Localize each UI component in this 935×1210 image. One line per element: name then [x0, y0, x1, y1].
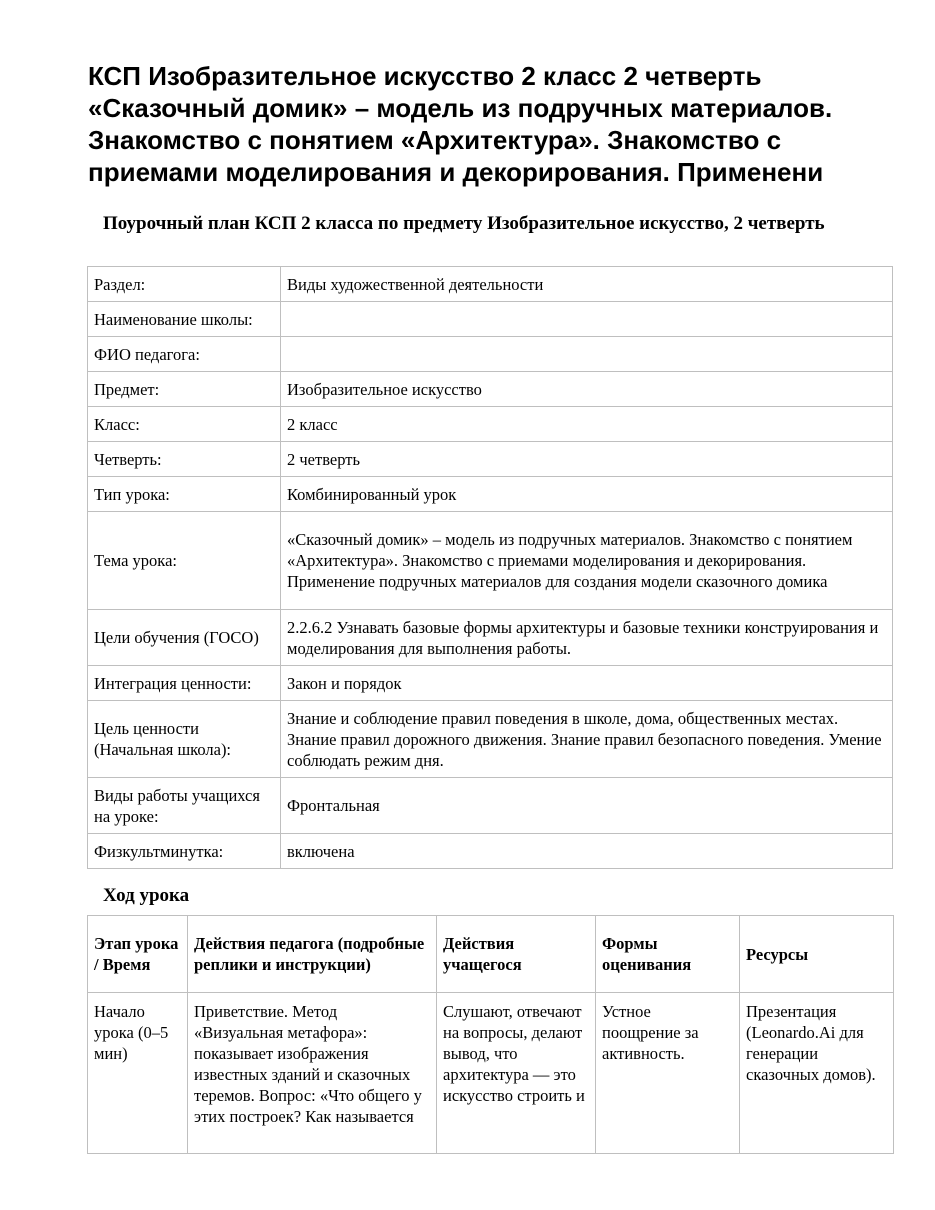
- row-label: Раздел:: [88, 267, 281, 302]
- assessment-cell: [596, 993, 740, 1154]
- row-value: Знание и соблюдение правил поведения в школе, дома, общественных местах. Знание правил дорожного движения. Знание правил безопасного поведения. Умение соблюдать режим дня.: [281, 701, 893, 778]
- row-label: Тема урока:: [88, 512, 281, 610]
- row-label: Предмет:: [88, 372, 281, 407]
- column-header-resources: Ресурсы: [740, 916, 894, 993]
- table-row: [88, 302, 893, 337]
- row-label: Четверть:: [88, 442, 281, 477]
- resources-text: Презентация (Leonardo.Ai для генерации сказочных домов).: [746, 1002, 876, 1084]
- table-row: [88, 512, 893, 610]
- table-row: [88, 372, 893, 407]
- table-row: [88, 610, 893, 666]
- column-header-stage: Этап урока / Время: [88, 916, 188, 993]
- column-header-assessment: Формы оценивания: [596, 916, 740, 993]
- row-value: 2 класс: [281, 407, 893, 442]
- teacher-actions-cell: [188, 993, 437, 1154]
- row-value: 2.2.6.2 Узнавать базовые формы архитектуры и базовые техники конструирования и моделирования для выполнения работы.: [281, 610, 893, 666]
- row-label: Цель ценности (Начальная школа):: [88, 701, 281, 778]
- row-label: Цели обучения (ГОСО): [88, 610, 281, 666]
- table-row: [88, 442, 893, 477]
- row-value: Фронтальная: [281, 778, 893, 834]
- resources-cell: [740, 993, 894, 1154]
- row-value: Закон и порядок: [281, 666, 893, 701]
- table-row: [88, 267, 893, 302]
- teacher-actions-text: Приветствие. Метод «Визуальная метафора»: показывает изображения известных зданий и сказочных теремов. Вопрос: «Что общего у этих построек? Как называется: [194, 1002, 422, 1126]
- row-label: Интеграция ценности:: [88, 666, 281, 701]
- row-label: ФИО педагога:: [88, 337, 281, 372]
- row-label: Класс:: [88, 407, 281, 442]
- student-actions-cell: [437, 993, 596, 1154]
- row-value: Изобразительное искусство: [281, 372, 893, 407]
- table-row: [88, 477, 893, 512]
- table-row: [88, 407, 893, 442]
- table-row: [88, 778, 893, 834]
- table-row: [88, 337, 893, 372]
- row-label: Наименование школы:: [88, 302, 281, 337]
- table-header-row: [88, 916, 894, 993]
- stage-cell: [88, 993, 188, 1154]
- row-value: «Сказочный домик» – модель из подручных материалов. Знакомство с понятием «Архитектура». Знакомство с приемами моделирования и декорирования. Применение подручных материалов для создания модели сказочного домика: [281, 512, 893, 610]
- table-row: [88, 701, 893, 778]
- lesson-info-table: [87, 266, 893, 869]
- row-label: Физкультминутка:: [88, 834, 281, 869]
- stage-text: Начало урока (0–5 мин): [94, 1002, 169, 1063]
- column-header-teacher-actions: Действия педагога (подробные реплики и инструкции): [188, 916, 437, 993]
- row-value: 2 четверть: [281, 442, 893, 477]
- table-row: [88, 993, 894, 1154]
- table-row: [88, 666, 893, 701]
- row-value: включена: [281, 834, 893, 869]
- lesson-heading: Ход урока: [103, 885, 190, 906]
- plan-heading: Поурочный план КСП 2 класса по предмету Изобразительное искусство, 2 четверть: [103, 213, 825, 234]
- table-row: [88, 834, 893, 869]
- row-value: Комбинированный урок: [281, 477, 893, 512]
- lesson-steps-table: [87, 915, 894, 1154]
- document-title: КСП Изобразительное искусство 2 класс 2 четверть «Сказочный домик» – модель из подручных материалов. Знакомство с понятием «Архитектура». Знакомство с приемами моделирования и декорирования. Применени: [88, 61, 833, 187]
- row-value: Виды художественной деятельности: [281, 267, 893, 302]
- column-header-student-actions: Действия учащегося: [437, 916, 596, 993]
- row-value: [281, 302, 893, 337]
- row-label: Тип урока:: [88, 477, 281, 512]
- student-actions-text: Слушают, отвечают на вопросы, делают вывод, что архитектура — это искусство строить и: [443, 1002, 585, 1105]
- row-value: [281, 337, 893, 372]
- assessment-text: Устное поощрение за активность.: [602, 1002, 699, 1063]
- row-label: Виды работы учащихся на уроке:: [88, 778, 281, 834]
